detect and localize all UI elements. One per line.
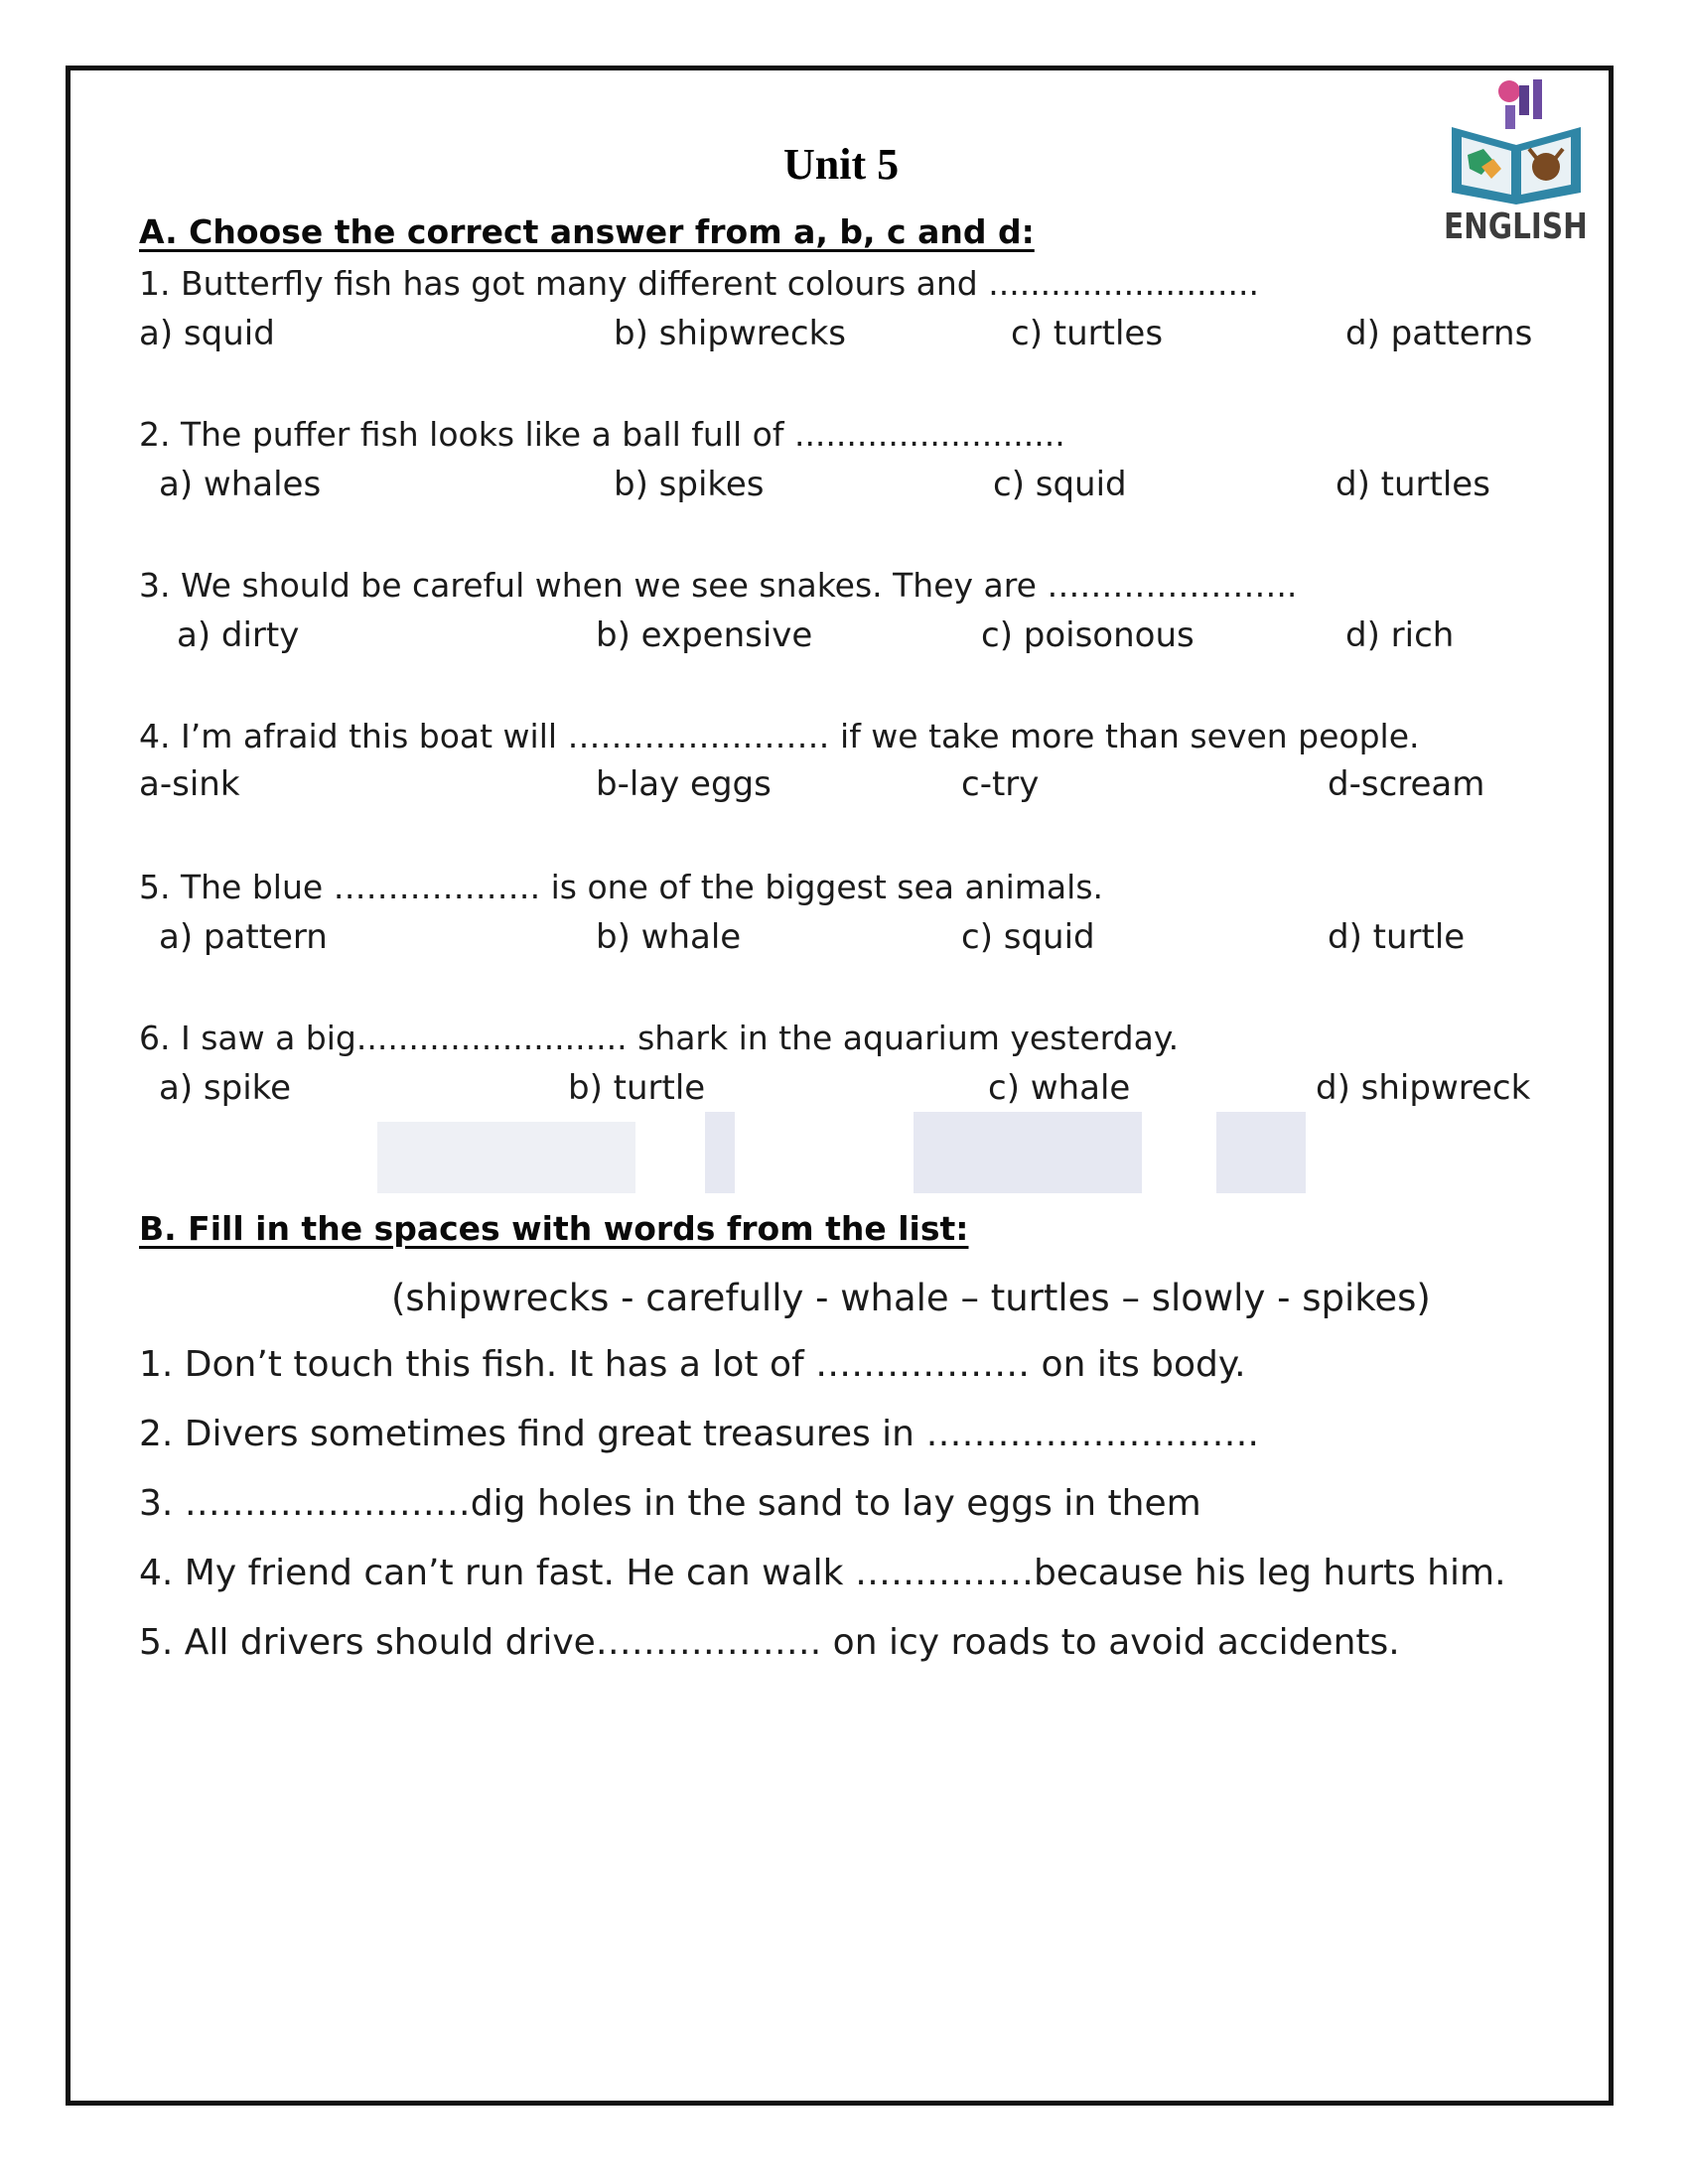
fill-item-3: 3. ……………………dig holes in the sand to lay eggs in them bbox=[139, 1483, 1201, 1524]
question-text: 6. I saw a big.......................... shark in the aquarium yesterday. bbox=[139, 1019, 1180, 1057]
book-logo-icon bbox=[1442, 75, 1591, 205]
option-a: a) whales bbox=[159, 465, 322, 504]
fill-item-2: 2. Divers sometimes find great treasures in ………………………. bbox=[139, 1414, 1259, 1454]
option-d: d) shipwreck bbox=[1316, 1068, 1531, 1108]
fill-item-5: 5. All drivers should drive………………. on icy roads to avoid accidents. bbox=[139, 1622, 1400, 1663]
section-a-heading: A. Choose the correct answer from a, b, c and d: bbox=[139, 212, 1035, 251]
option-b: b) expensive bbox=[596, 615, 813, 655]
option-a: a) spike bbox=[159, 1068, 292, 1108]
option-b: b-lay eggs bbox=[596, 764, 772, 804]
watermark-block bbox=[914, 1112, 1142, 1193]
option-c: c) whale bbox=[988, 1068, 1131, 1108]
option-c: c) squid bbox=[961, 917, 1095, 957]
option-d: d-scream bbox=[1328, 764, 1485, 804]
option-c: c) poisonous bbox=[981, 615, 1195, 655]
option-c: c) turtles bbox=[1011, 314, 1164, 353]
question-text: 5. The blue ………………. is one of the biggest sea animals. bbox=[139, 868, 1104, 906]
watermark-block bbox=[1216, 1112, 1306, 1193]
fill-item-4: 4. My friend can’t run fast. He can walk ……………because his leg hurts him. bbox=[139, 1553, 1506, 1593]
option-a: a) pattern bbox=[159, 917, 328, 957]
option-d: d) patterns bbox=[1345, 314, 1533, 353]
option-d: d) turtle bbox=[1328, 917, 1466, 957]
option-d: d) turtles bbox=[1336, 465, 1490, 504]
fill-item-1: 1. Don’t touch this fish. It has a lot of ……………… on its body. bbox=[139, 1344, 1246, 1385]
question-text: 2. The puffer fish looks like a ball full of .......................... bbox=[139, 415, 1065, 454]
question-text: 3. We should be careful when we see snakes. They are ………………….. bbox=[139, 566, 1298, 605]
watermark-block bbox=[377, 1122, 635, 1193]
option-c: c) squid bbox=[993, 465, 1127, 504]
logo bbox=[1442, 75, 1591, 254]
option-a: a) dirty bbox=[177, 615, 300, 655]
question-text: 4. I’m afraid this boat will …………………… if we take more than seven people. bbox=[139, 717, 1420, 755]
question-text: 1. Butterfly fish has got many different colours and .......................... bbox=[139, 264, 1259, 303]
word-list: (shipwrecks - carefully - whale – turtles – slowly - spikes) bbox=[391, 1277, 1431, 1319]
option-b: b) spikes bbox=[614, 465, 765, 504]
page-title: Unit 5 bbox=[783, 140, 900, 189]
logo-label: ENGLISH bbox=[1444, 206, 1588, 247]
option-d: d) rich bbox=[1345, 615, 1455, 655]
option-b: b) whale bbox=[596, 917, 742, 957]
option-a: a-sink bbox=[139, 764, 240, 804]
option-b: b) shipwrecks bbox=[614, 314, 846, 353]
option-b: b) turtle bbox=[568, 1068, 706, 1108]
watermark-block bbox=[705, 1112, 735, 1193]
option-a: a) squid bbox=[139, 314, 275, 353]
section-b-heading: B. Fill in the spaces with words from the list: bbox=[139, 1209, 969, 1248]
option-c: c-try bbox=[961, 764, 1040, 804]
